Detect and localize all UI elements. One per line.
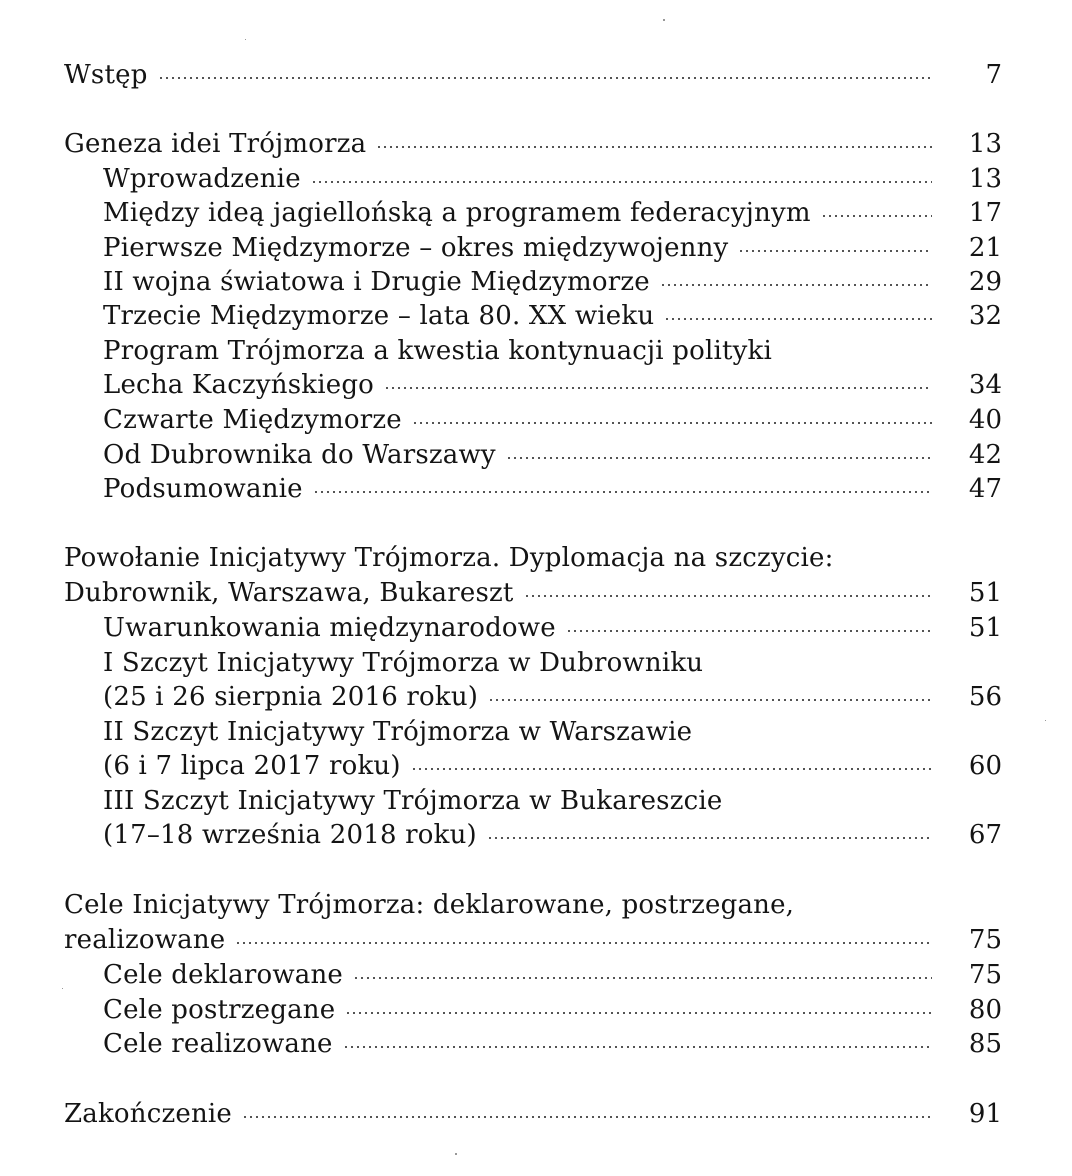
toc-entry-page-number: 21 [968,233,1002,263]
toc-entry-page-number: 80 [968,995,1002,1025]
toc-entry [103,472,1002,506]
toc-entry-page-number: 40 [968,405,1002,435]
toc-entry [103,403,1002,437]
dot-leader [313,489,932,495]
toc-entry-title: III Szczyt Inicjatywy Trójmorza w Bukareszcie [103,786,723,816]
print-speck [62,988,63,989]
toc-entry-page-number: 51 [968,578,1002,608]
dot-leader [235,940,932,946]
toc-entry-page-number: 75 [968,960,1002,990]
toc-entry [64,576,1002,610]
toc-entry-page-number: 13 [968,164,1002,194]
toc-entry-title: Cele deklarowane [103,960,344,990]
toc-entry [103,784,1002,818]
toc-entry [103,680,1002,714]
dot-leader [506,455,932,461]
toc-entry [103,231,1002,265]
toc-entry [103,334,1002,368]
print-speck [1045,720,1046,721]
dot-leader [566,628,932,634]
toc-entry-page-number: 51 [968,613,1002,643]
toc-entry [103,611,1002,645]
toc-entry-title: II Szczyt Inicjatywy Trójmorza w Warszawie [103,717,693,747]
toc-entry-title: Powołanie Inicjatywy Trójmorza. Dyplomacja na szczycie: [64,543,834,573]
toc-entry-title: I Szczyt Inicjatywy Trójmorza w Dubrowniku [103,648,704,678]
toc-entry-title: Lecha Kaczyńskiego [103,370,375,400]
toc-entry-title: Trzecie Międzymorze – lata 80. XX wieku [103,301,655,331]
toc-entry-page-number: 42 [968,440,1002,470]
toc-entry [64,923,1002,957]
toc-entry [103,1027,1002,1061]
toc-entry-title: Cele postrzegane [103,995,336,1025]
toc-entry-page-number: 75 [968,925,1002,955]
toc-entry [103,646,1002,680]
toc-entry [64,58,1002,92]
toc-entry-page-number: 13 [968,129,1002,159]
toc-entry [103,438,1002,472]
toc-entry-title: Geneza idei Trójmorza [64,129,367,159]
dot-leader [488,697,932,703]
toc-entry [103,299,1002,333]
dot-leader [311,179,932,185]
toc-entry [103,993,1002,1027]
toc-entry-title: Dubrownik, Warszawa, Bukareszt [64,578,514,608]
dot-leader [664,316,932,322]
toc-entry [64,1097,1002,1131]
toc-entry-title: (25 i 26 sierpnia 2016 roku) [103,682,479,712]
toc-entry-title: realizowane [64,925,226,955]
dot-leader [353,975,932,981]
toc-entry-title: Cele realizowane [103,1029,333,1059]
toc-entry-title: Cele Inicjatywy Trójmorza: deklarowane, postrzegane, [64,890,795,920]
toc-entry-page-number: 47 [968,474,1002,504]
toc-entry [103,818,1002,852]
toc-entry [103,368,1002,402]
toc-entry-title: Zakończenie [64,1099,233,1129]
toc-entry [103,196,1002,230]
print-speck [245,39,246,40]
toc-entry [103,958,1002,992]
dot-leader [343,1044,932,1050]
toc-entry-title: Pierwsze Międzymorze – okres międzywojenny [103,233,729,263]
print-speck [663,19,665,21]
toc-entry-page-number: 29 [968,267,1002,297]
toc-entry-title: Podsumowanie [103,474,303,504]
dot-leader [411,766,932,772]
toc-entry-title: Czwarte Międzymorze [103,405,402,435]
dot-leader [524,593,932,599]
toc-entry-title: Program Trójmorza a kwestia kontynuacji polityki [103,336,773,366]
dot-leader [345,1010,932,1016]
toc-entry-page-number: 91 [968,1099,1002,1129]
toc-entry [64,888,1002,922]
dot-leader [384,385,932,391]
dot-leader [376,144,932,150]
toc-entry-title: II wojna światowa i Drugie Międzymorze [103,267,650,297]
toc-entry-title: Od Dubrownika do Warszawy [103,440,496,470]
toc-entry-page-number: 17 [968,198,1002,228]
toc-entry-page-number: 34 [968,370,1002,400]
toc-entry [103,749,1002,783]
dot-leader [158,75,932,81]
dot-leader [821,213,932,219]
toc-entry-title: Uwarunkowania międzynarodowe [103,613,556,643]
toc-entry [103,162,1002,196]
toc-entry-page-number: 56 [968,682,1002,712]
toc-entry-page-number: 67 [968,820,1002,850]
print-speck [455,1153,457,1155]
toc-entry-title: Wprowadzenie [103,164,301,194]
toc-entry-page-number: 85 [968,1029,1002,1059]
toc-entry [103,715,1002,749]
toc-entry [64,541,1002,575]
dot-leader [738,248,932,254]
toc-entry-title: (6 i 7 lipca 2017 roku) [103,751,401,781]
dot-leader [242,1114,932,1120]
toc-entry-title: (17–18 września 2018 roku) [103,820,477,850]
toc-entry-title: Między ideą jagiellońską a programem federacyjnym [103,198,811,228]
toc-entry-page-number: 7 [985,60,1002,90]
toc-entry [103,265,1002,299]
toc-entry-page-number: 60 [968,751,1002,781]
toc-entry-title: Wstęp [64,60,148,90]
toc-entry-page-number: 32 [968,301,1002,331]
dot-leader [660,282,932,288]
toc-entry [64,127,1002,161]
dot-leader [487,835,932,841]
dot-leader [412,420,932,426]
